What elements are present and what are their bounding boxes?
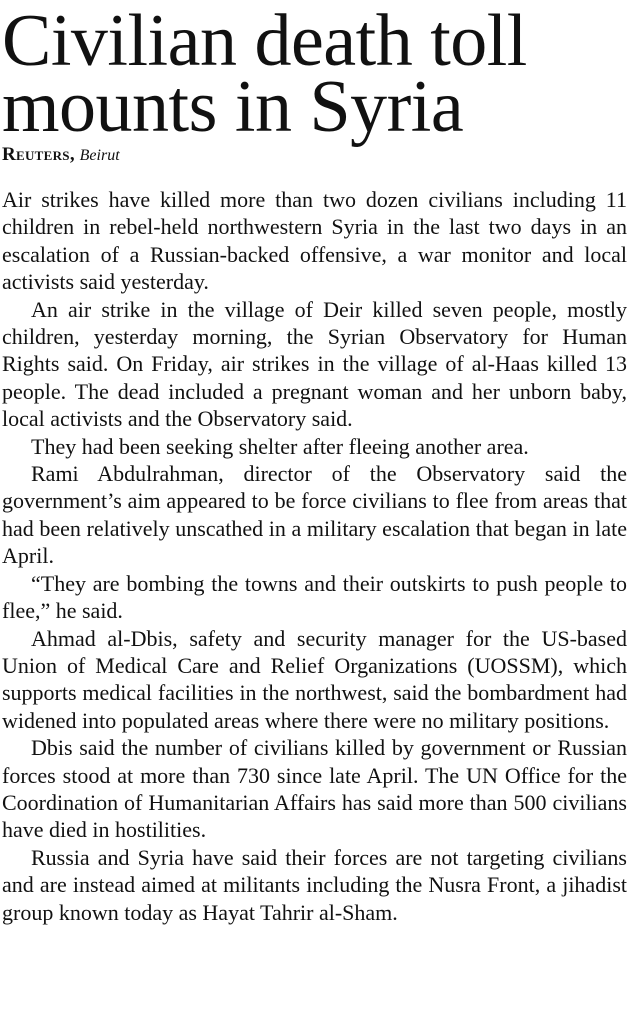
- headline: [2, 0, 627, 148]
- byline-dateline: Beirut: [79, 147, 120, 164]
- article-paragraph-4: Rami Abdulrahman, director of the Observatory said the government’s aim appeared to be force civilians to flee from areas that had been relatively unscathed in a military escalation that began in late April.: [2, 461, 627, 569]
- article-paragraph-2: An air strike in the village of Deir killed seven people, mostly children, yesterday morning, the Syrian Observatory for Human Rights said. On Friday, air strikes in the village of al-Haas killed 13 people. The dead included a pregnant woman and her unborn baby, local activists and the Observatory said.: [2, 296, 627, 432]
- byline-agency: Reuters,: [2, 144, 75, 165]
- article-paragraph-7: Dbis said the number of civilians killed by government or Russian forces stood at more than 730 since late April. The UN Office for the Coordination of Humanitarian Affairs has said more than 500 civilians have died in hostilities.: [2, 735, 627, 843]
- article-paragraph-6: Ahmad al-Dbis, safety and security manager for the US-based Union of Medical Care and Relief Organizations (UOSSM), which supports medical facilities in the northwest, said the bombardment had widened into populated areas where there were no military positions.: [2, 625, 627, 733]
- article-paragraph-3: They had been seeking shelter after fleeing another area.: [31, 433, 529, 459]
- article-paragraph-8: Russia and Syria have said their forces are not targeting civilians and are instead aimed at militants including the Nusra Front, a jihadist group known today as Hayat Tahrir al-Sham.: [2, 844, 627, 925]
- article-paragraph-1: Air strikes have killed more than two dozen civilians including 11 children in rebel-held northwestern Syria in the last two days in an escalation of a Russian-backed offensive, a war monitor and local activists said yesterday.: [2, 187, 627, 295]
- news-article: [2, 0, 627, 926]
- headline-line-2: mounts in Syria: [2, 66, 464, 148]
- headline-line-1: Civilian death toll: [2, 0, 527, 82]
- article-body: [2, 186, 627, 926]
- article-paragraph-5: “They are bombing the towns and their outskirts to push people to flee,” he said.: [2, 570, 627, 624]
